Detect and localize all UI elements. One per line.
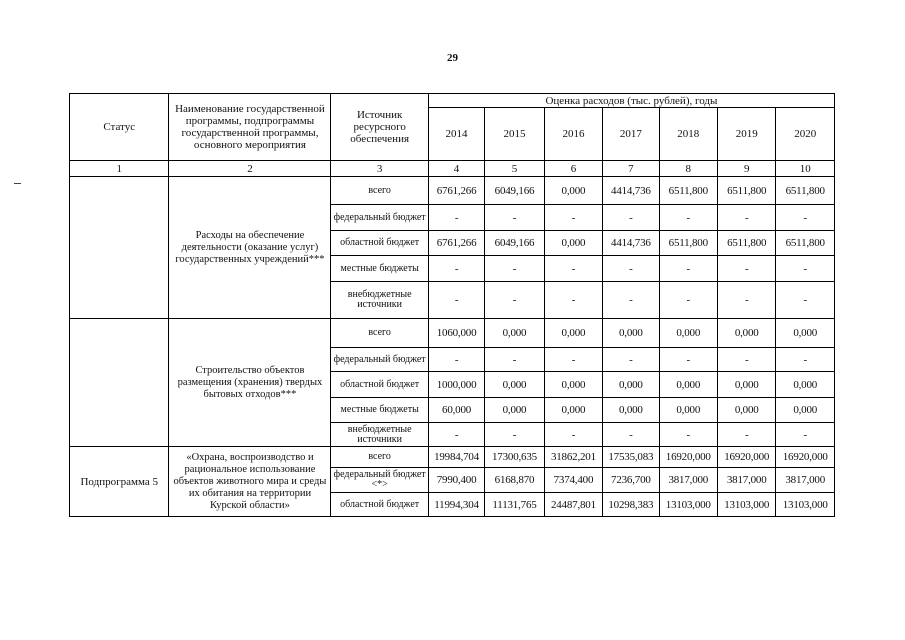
expense-value-cell: 6511,800 xyxy=(717,231,775,256)
funding-source-cell: областной бюджет xyxy=(331,231,428,256)
expense-value-cell: 6511,800 xyxy=(659,231,717,256)
status-cell xyxy=(70,177,169,319)
expense-value-cell: - xyxy=(659,282,717,319)
expense-value-cell: - xyxy=(776,256,835,282)
status-cell xyxy=(70,319,169,447)
expense-value-cell: 6049,166 xyxy=(485,231,544,256)
expense-value-cell: 6761,266 xyxy=(428,177,484,205)
expense-value-cell: - xyxy=(659,423,717,447)
column-number: 1 xyxy=(70,161,169,177)
expense-value-cell: 6511,800 xyxy=(776,231,835,256)
funding-source-cell: областной бюджет xyxy=(331,493,428,517)
activity-name-cell: Строительство объектов размещения (хранения) твердых бытовых отходов*** xyxy=(169,319,331,447)
expense-value-cell: 16920,000 xyxy=(776,447,835,468)
funding-source-cell: внебюджетные источники xyxy=(331,282,428,319)
expense-value-cell: 6511,800 xyxy=(717,177,775,205)
expense-value-cell: 16920,000 xyxy=(659,447,717,468)
expense-value-cell: - xyxy=(717,205,775,231)
expense-value-cell: - xyxy=(603,205,659,231)
expense-value-cell: - xyxy=(544,205,602,231)
expense-value-cell: 0,000 xyxy=(544,231,602,256)
expense-value-cell: - xyxy=(428,423,484,447)
funding-source-cell: внебюджетные источники xyxy=(331,423,428,447)
expense-value-cell: - xyxy=(776,348,835,372)
funding-source-cell: федеральный бюджет <*> xyxy=(331,468,428,493)
funding-source-cell: всего xyxy=(331,177,428,205)
expense-value-cell: 6761,266 xyxy=(428,231,484,256)
expense-value-cell: 4414,736 xyxy=(603,231,659,256)
expense-value-cell: - xyxy=(717,256,775,282)
activity-name-cell: Расходы на обеспечение деятельности (оказание услуг) государственных учреждений*** xyxy=(169,177,331,319)
column-number-row xyxy=(70,161,835,177)
column-number: 10 xyxy=(776,161,835,177)
header-expenses: Оценка расходов (тыс. рублей), годы xyxy=(428,94,834,108)
expense-value-cell: - xyxy=(485,423,544,447)
header-year: 2017 xyxy=(603,108,659,161)
expense-value-cell: 0,000 xyxy=(717,398,775,423)
expense-value-cell: 0,000 xyxy=(603,398,659,423)
expense-value-cell: 17535,083 xyxy=(603,447,659,468)
column-number: 7 xyxy=(603,161,659,177)
expense-value-cell: 13103,000 xyxy=(717,493,775,517)
expense-value-cell: - xyxy=(659,256,717,282)
expense-value-cell: 16920,000 xyxy=(717,447,775,468)
expense-value-cell: - xyxy=(717,282,775,319)
table-body xyxy=(70,94,835,517)
expense-value-cell: 4414,736 xyxy=(603,177,659,205)
page-number: 29 xyxy=(447,52,458,64)
expense-value-cell: - xyxy=(603,282,659,319)
expense-value-cell: - xyxy=(485,282,544,319)
expense-value-cell: 0,000 xyxy=(776,398,835,423)
expense-value-cell: - xyxy=(717,348,775,372)
expense-value-cell: 3817,000 xyxy=(776,468,835,493)
column-number: 8 xyxy=(659,161,717,177)
header-year: 2018 xyxy=(659,108,717,161)
status-cell: Подпрограмма 5 xyxy=(70,447,169,517)
expense-value-cell: 0,000 xyxy=(776,319,835,348)
header-name: Наименование государственной программы, подпрограммы государственной программы, основного мероприятия xyxy=(169,94,331,161)
header-source: Источник ресурсного обеспечения xyxy=(331,94,428,161)
expense-value-cell: 10298,383 xyxy=(603,493,659,517)
table-row xyxy=(70,447,835,468)
expense-value-cell: 1060,000 xyxy=(428,319,484,348)
expense-value-cell: 3817,000 xyxy=(659,468,717,493)
expense-value-cell: 11131,765 xyxy=(485,493,544,517)
expense-value-cell: - xyxy=(717,423,775,447)
expense-value-cell: 0,000 xyxy=(717,319,775,348)
expense-value-cell: 6511,800 xyxy=(659,177,717,205)
header-year: 2016 xyxy=(544,108,602,161)
expense-value-cell: 0,000 xyxy=(485,398,544,423)
expense-value-cell: 0,000 xyxy=(544,177,602,205)
funding-source-cell: местные бюджеты xyxy=(331,398,428,423)
expense-value-cell: - xyxy=(603,423,659,447)
expense-value-cell: 0,000 xyxy=(485,319,544,348)
expense-value-cell: 6168,870 xyxy=(485,468,544,493)
funding-source-cell: всего xyxy=(331,319,428,348)
expense-value-cell: 0,000 xyxy=(659,319,717,348)
column-number: 9 xyxy=(717,161,775,177)
header-year: 2014 xyxy=(428,108,484,161)
expense-value-cell: 13103,000 xyxy=(776,493,835,517)
expense-value-cell: 7236,700 xyxy=(603,468,659,493)
expense-value-cell: - xyxy=(603,256,659,282)
table-row xyxy=(70,319,835,348)
funding-source-cell: местные бюджеты xyxy=(331,256,428,282)
funding-source-cell: всего xyxy=(331,447,428,468)
expense-value-cell: 13103,000 xyxy=(659,493,717,517)
header-year: 2015 xyxy=(485,108,544,161)
expense-value-cell: 6511,800 xyxy=(776,177,835,205)
budget-table xyxy=(69,93,835,517)
expense-value-cell: 0,000 xyxy=(485,372,544,398)
expense-value-cell: - xyxy=(544,256,602,282)
expense-value-cell: 19984,704 xyxy=(428,447,484,468)
expense-value-cell: 7374,400 xyxy=(544,468,602,493)
expense-value-cell: - xyxy=(428,256,484,282)
expense-value-cell: - xyxy=(776,423,835,447)
expense-value-cell: 3817,000 xyxy=(717,468,775,493)
column-number: 6 xyxy=(544,161,602,177)
header-year: 2019 xyxy=(717,108,775,161)
column-number: 2 xyxy=(169,161,331,177)
expense-value-cell: 7990,400 xyxy=(428,468,484,493)
column-number: 4 xyxy=(428,161,484,177)
table-row xyxy=(70,177,835,205)
expense-value-cell: 6049,166 xyxy=(485,177,544,205)
column-number: 5 xyxy=(485,161,544,177)
expense-value-cell: 0,000 xyxy=(659,398,717,423)
expense-value-cell: - xyxy=(485,348,544,372)
expense-value-cell: 11994,304 xyxy=(428,493,484,517)
expense-value-cell: - xyxy=(485,256,544,282)
expense-value-cell: - xyxy=(428,348,484,372)
expense-value-cell: - xyxy=(659,348,717,372)
margin-mark xyxy=(14,183,21,184)
expense-value-cell: 0,000 xyxy=(717,372,775,398)
expense-value-cell: 60,000 xyxy=(428,398,484,423)
expense-value-cell: 0,000 xyxy=(659,372,717,398)
expense-value-cell: - xyxy=(544,282,602,319)
expense-value-cell: - xyxy=(603,348,659,372)
activity-name-cell: «Охрана, воспроизводство и рациональное использование объектов животного мира и среды их обитания на территории Курской области» xyxy=(169,447,331,517)
expense-value-cell: - xyxy=(659,205,717,231)
header-year: 2020 xyxy=(776,108,835,161)
header-status: Статус xyxy=(70,94,169,161)
column-number: 3 xyxy=(331,161,428,177)
expense-value-cell: - xyxy=(776,282,835,319)
expense-value-cell: - xyxy=(544,348,602,372)
expense-value-cell: - xyxy=(428,282,484,319)
expense-value-cell: 0,000 xyxy=(544,319,602,348)
funding-source-cell: областной бюджет xyxy=(331,372,428,398)
expense-value-cell: - xyxy=(776,205,835,231)
expense-value-cell: 0,000 xyxy=(544,372,602,398)
expense-value-cell: 17300,635 xyxy=(485,447,544,468)
header-row-1 xyxy=(70,94,835,108)
expense-value-cell: 1000,000 xyxy=(428,372,484,398)
expense-value-cell: 24487,801 xyxy=(544,493,602,517)
expense-value-cell: 0,000 xyxy=(776,372,835,398)
expense-value-cell: 0,000 xyxy=(603,319,659,348)
expense-value-cell: - xyxy=(544,423,602,447)
expense-value-cell: - xyxy=(428,205,484,231)
expense-value-cell: 31862,201 xyxy=(544,447,602,468)
expense-value-cell: 0,000 xyxy=(603,372,659,398)
funding-source-cell: федеральный бюджет xyxy=(331,348,428,372)
expense-value-cell: 0,000 xyxy=(544,398,602,423)
funding-source-cell: федеральный бюджет xyxy=(331,205,428,231)
expense-value-cell: - xyxy=(485,205,544,231)
